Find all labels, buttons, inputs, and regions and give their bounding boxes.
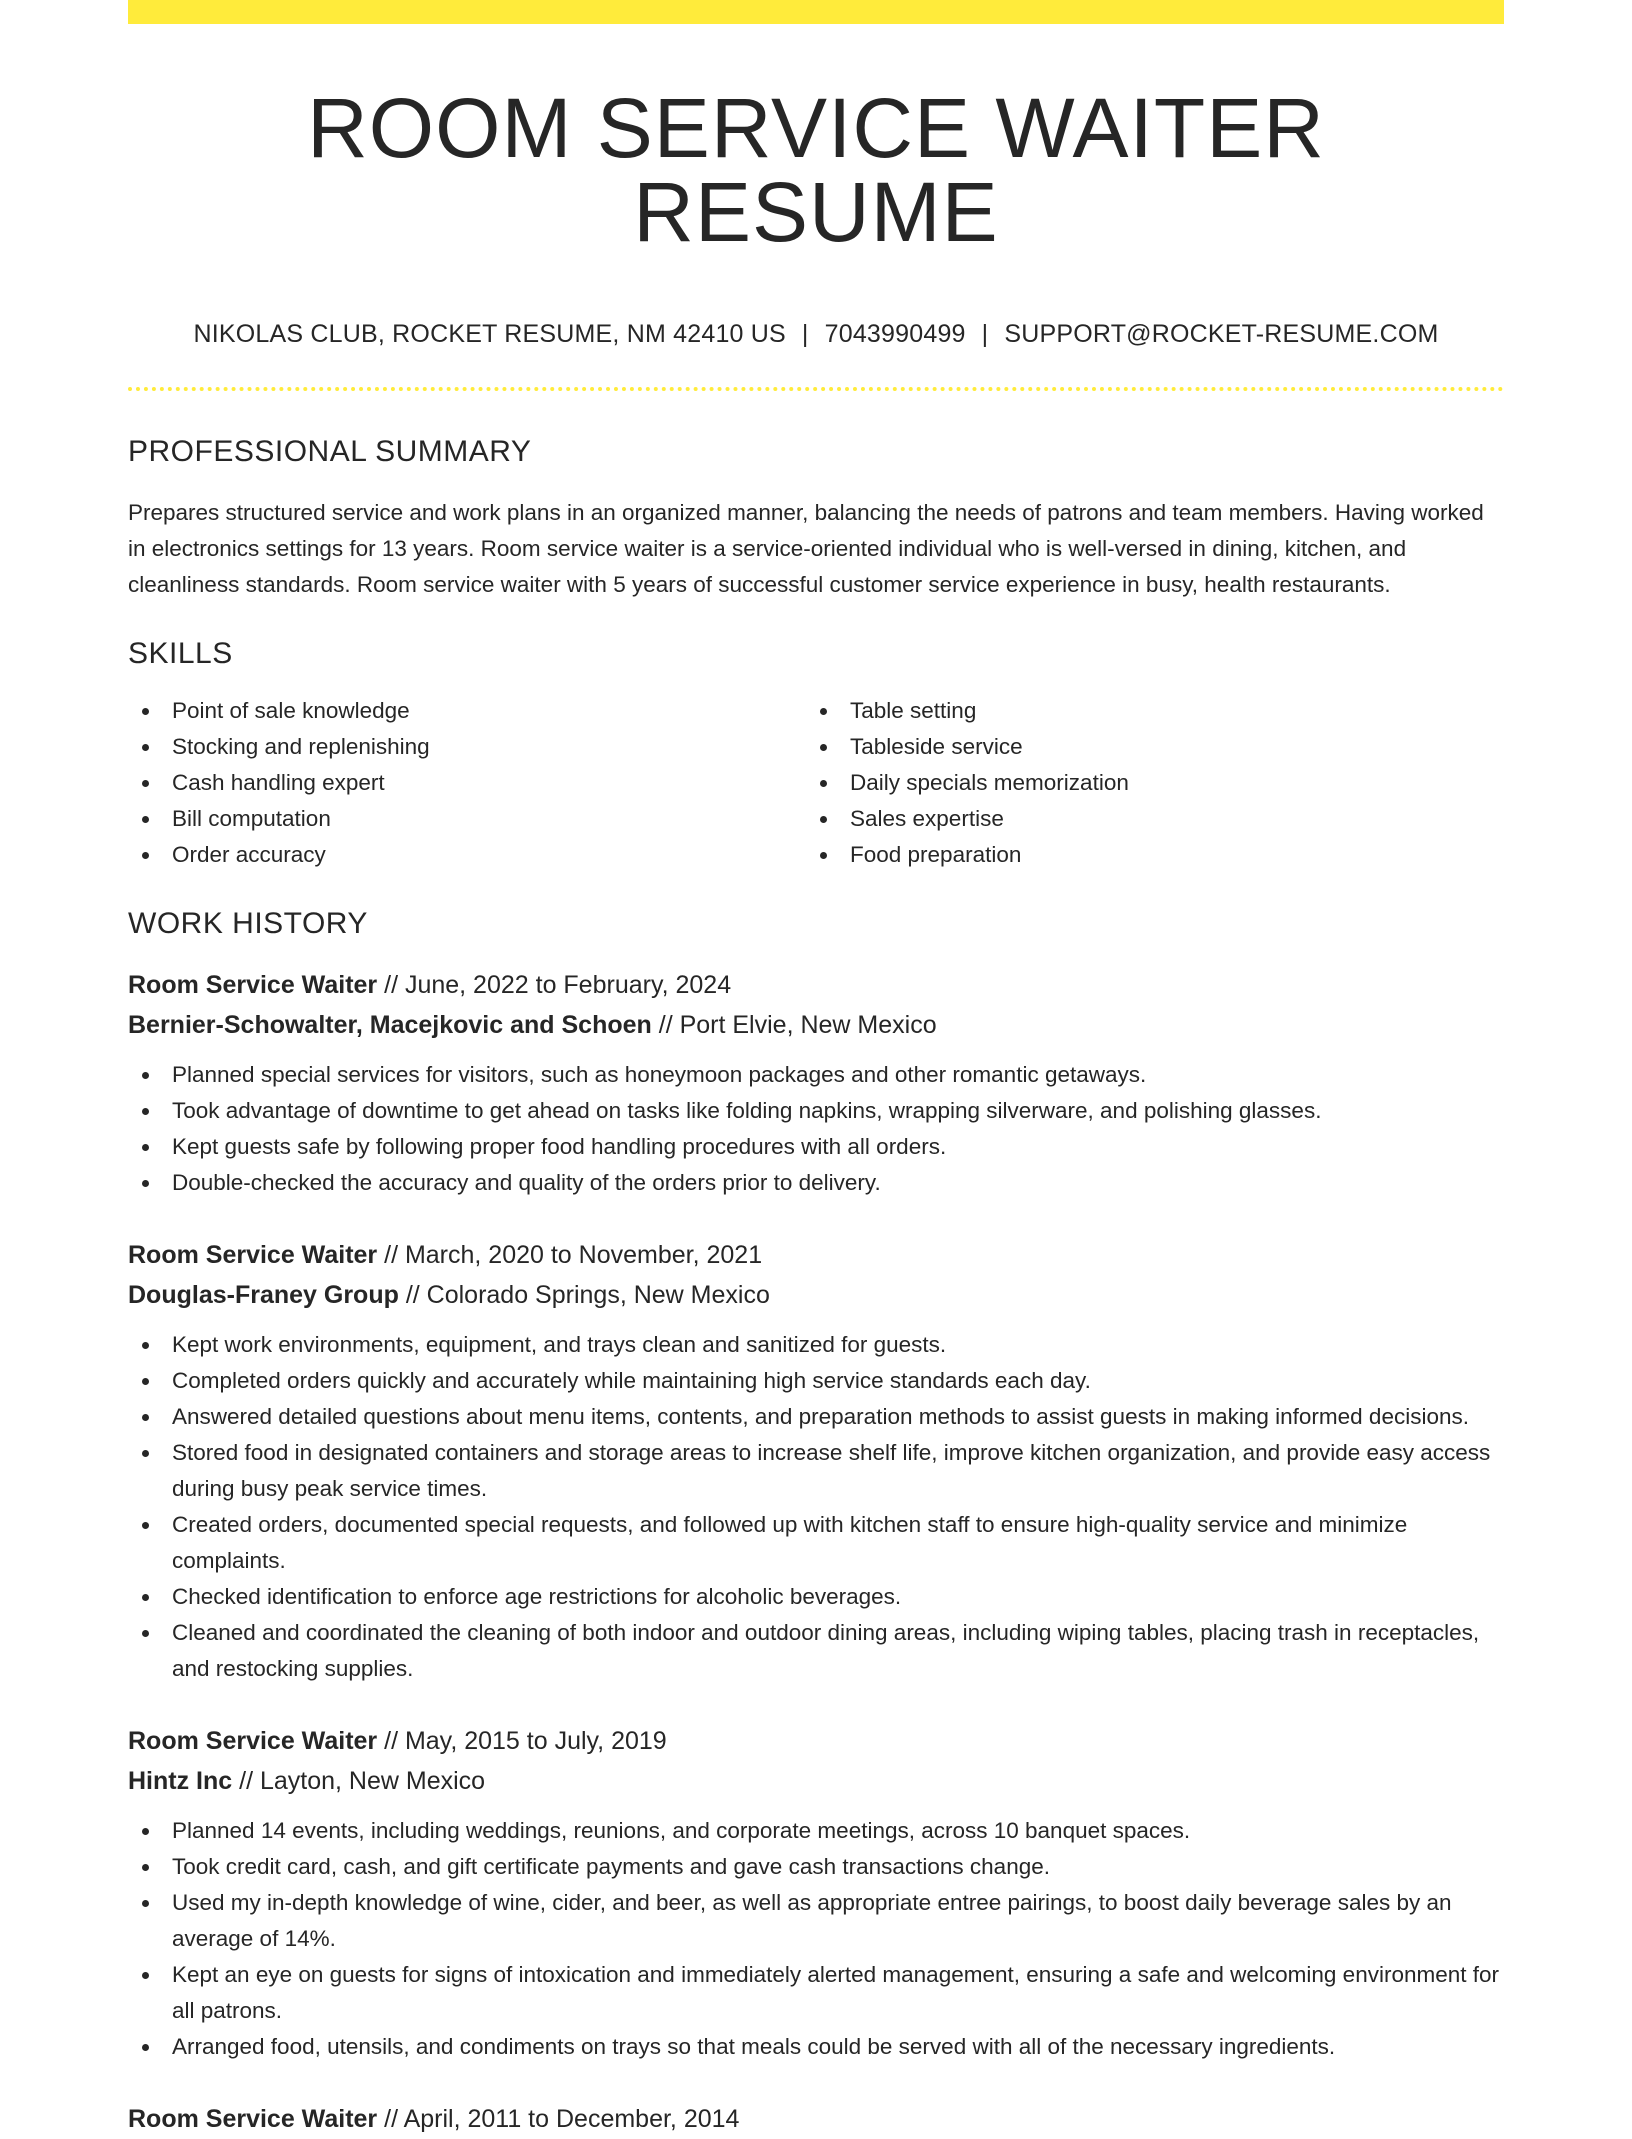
skill-item: Daily specials memorization bbox=[806, 765, 1484, 801]
job-company: Douglas-Franey Group bbox=[128, 1281, 399, 1309]
job-title-line bbox=[128, 1235, 1504, 1275]
contact-separator: | bbox=[981, 320, 989, 348]
work-history-heading: WORK HISTORY bbox=[128, 907, 368, 940]
job-location: // Port Elvie, New Mexico bbox=[651, 1011, 937, 1039]
job-bullet: Checked identification to enforce age restrictions for alcoholic beverages. bbox=[128, 1579, 1504, 1615]
summary-heading: PROFESSIONAL SUMMARY bbox=[128, 435, 532, 468]
job-title: Room Service Waiter bbox=[128, 1241, 378, 1269]
job-company-line bbox=[128, 1275, 1504, 1315]
dotted-divider bbox=[128, 387, 1504, 391]
skill-item: Order accuracy bbox=[128, 837, 806, 873]
job-title-line bbox=[128, 1721, 1504, 1761]
job-bullet: Took advantage of downtime to get ahead on tasks like folding napkins, wrapping silverware, and polishing glasses. bbox=[128, 1093, 1504, 1129]
skill-item: Sales expertise bbox=[806, 801, 1484, 837]
job-entry bbox=[128, 1235, 1504, 1687]
job-bullet: Planned 14 events, including weddings, reunions, and corporate meetings, across 10 banquet spaces. bbox=[128, 1813, 1504, 1849]
job-bullets bbox=[128, 1057, 1504, 1201]
job-dates: // April, 2011 to December, 2014 bbox=[377, 2105, 740, 2133]
job-bullet: Took credit card, cash, and gift certificate payments and gave cash transactions change. bbox=[128, 1849, 1504, 1885]
contact-address: NIKOLAS CLUB, ROCKET RESUME, NM 42410 US bbox=[193, 320, 786, 348]
contact-email: SUPPORT@ROCKET-RESUME.COM bbox=[1004, 320, 1439, 348]
job-bullet: Used my in-depth knowledge of wine, cider, and beer, as well as appropriate entree pairings, to boost daily beverage sales by an average of 14%. bbox=[128, 1885, 1504, 1957]
job-title-line bbox=[128, 2099, 1504, 2139]
job-bullets bbox=[128, 1327, 1504, 1687]
job-bullet: Stored food in designated containers and storage areas to increase shelf life, improve kitchen organization, and provide easy access during busy peak service times. bbox=[128, 1435, 1504, 1507]
skill-item: Cash handling expert bbox=[128, 765, 806, 801]
skills-columns bbox=[128, 693, 1504, 873]
job-location: // Colorado Springs, New Mexico bbox=[398, 1281, 770, 1309]
job-dates: // June, 2022 to February, 2024 bbox=[377, 971, 732, 999]
resume-page bbox=[128, 0, 1504, 2139]
contact-phone: 7043990499 bbox=[824, 320, 966, 348]
job-bullets bbox=[128, 1813, 1504, 2065]
resume-title: ROOM SERVICE WAITER RESUME bbox=[307, 81, 1325, 259]
skill-item: Food preparation bbox=[806, 837, 1484, 873]
skill-item: Table setting bbox=[806, 693, 1484, 729]
job-dates: // March, 2020 to November, 2021 bbox=[377, 1241, 763, 1269]
skill-item: Tableside service bbox=[806, 729, 1484, 765]
skill-item: Point of sale knowledge bbox=[128, 693, 806, 729]
job-bullet: Kept work environments, equipment, and trays clean and sanitized for guests. bbox=[128, 1327, 1504, 1363]
job-entry bbox=[128, 1721, 1504, 2065]
job-company: Hintz Inc bbox=[128, 1767, 233, 1795]
job-bullet: Cleaned and coordinated the cleaning of both indoor and outdoor dining areas, including wiping tables, placing trash in receptacles, and restocking supplies. bbox=[128, 1615, 1504, 1687]
job-bullet: Completed orders quickly and accurately while maintaining high service standards each day. bbox=[128, 1363, 1504, 1399]
job-bullet: Kept an eye on guests for signs of intoxication and immediately alerted management, ensuring a safe and welcoming environment for all patrons. bbox=[128, 1957, 1504, 2029]
contact-line bbox=[128, 320, 1504, 349]
job-company-line bbox=[128, 1005, 1504, 1045]
job-bullet: Planned special services for visitors, such as honeymoon packages and other romantic getaways. bbox=[128, 1057, 1504, 1093]
job-bullet: Double-checked the accuracy and quality of the orders prior to delivery. bbox=[128, 1165, 1504, 1201]
top-accent-bar bbox=[128, 0, 1504, 24]
job-bullet: Answered detailed questions about menu items, contents, and preparation methods to assist guests in making informed decisions. bbox=[128, 1399, 1504, 1435]
summary-text: Prepares structured service and work plans in an organized manner, balancing the needs of patrons and team members. Having worked in electronics settings for 13 years. Room service waiter is a service-oriented individual who is well-versed in dining, kitchen, and cleanliness standards. Room service waiter with 5 years of successful customer service experience in busy, health restaurants. bbox=[128, 500, 1484, 597]
skill-item: Stocking and replenishing bbox=[128, 729, 806, 765]
skills-right-list bbox=[806, 693, 1484, 873]
contact-separator: | bbox=[801, 320, 809, 348]
skill-item: Bill computation bbox=[128, 801, 806, 837]
job-bullet: Created orders, documented special requests, and followed up with kitchen staff to ensure high-quality service and minimize complaints. bbox=[128, 1507, 1504, 1579]
skills-heading: SKILLS bbox=[128, 637, 233, 670]
job-entry bbox=[128, 2099, 1504, 2139]
skills-left-list bbox=[128, 693, 806, 873]
job-title: Room Service Waiter bbox=[128, 971, 378, 999]
job-title: Room Service Waiter bbox=[128, 2105, 378, 2133]
job-title: Room Service Waiter bbox=[128, 1727, 378, 1755]
job-bullet: Kept guests safe by following proper food handling procedures with all orders. bbox=[128, 1129, 1504, 1165]
job-bullet: Arranged food, utensils, and condiments on trays so that meals could be served with all of the necessary ingredients. bbox=[128, 2029, 1504, 2065]
job-location: // Layton, New Mexico bbox=[232, 1767, 486, 1795]
job-company-line bbox=[128, 1761, 1504, 1801]
job-entry bbox=[128, 965, 1504, 1201]
job-company: Bernier-Schowalter, Macejkovic and Schoen bbox=[128, 1011, 652, 1039]
job-dates: // May, 2015 to July, 2019 bbox=[377, 1727, 667, 1755]
job-title-line bbox=[128, 965, 1504, 1005]
